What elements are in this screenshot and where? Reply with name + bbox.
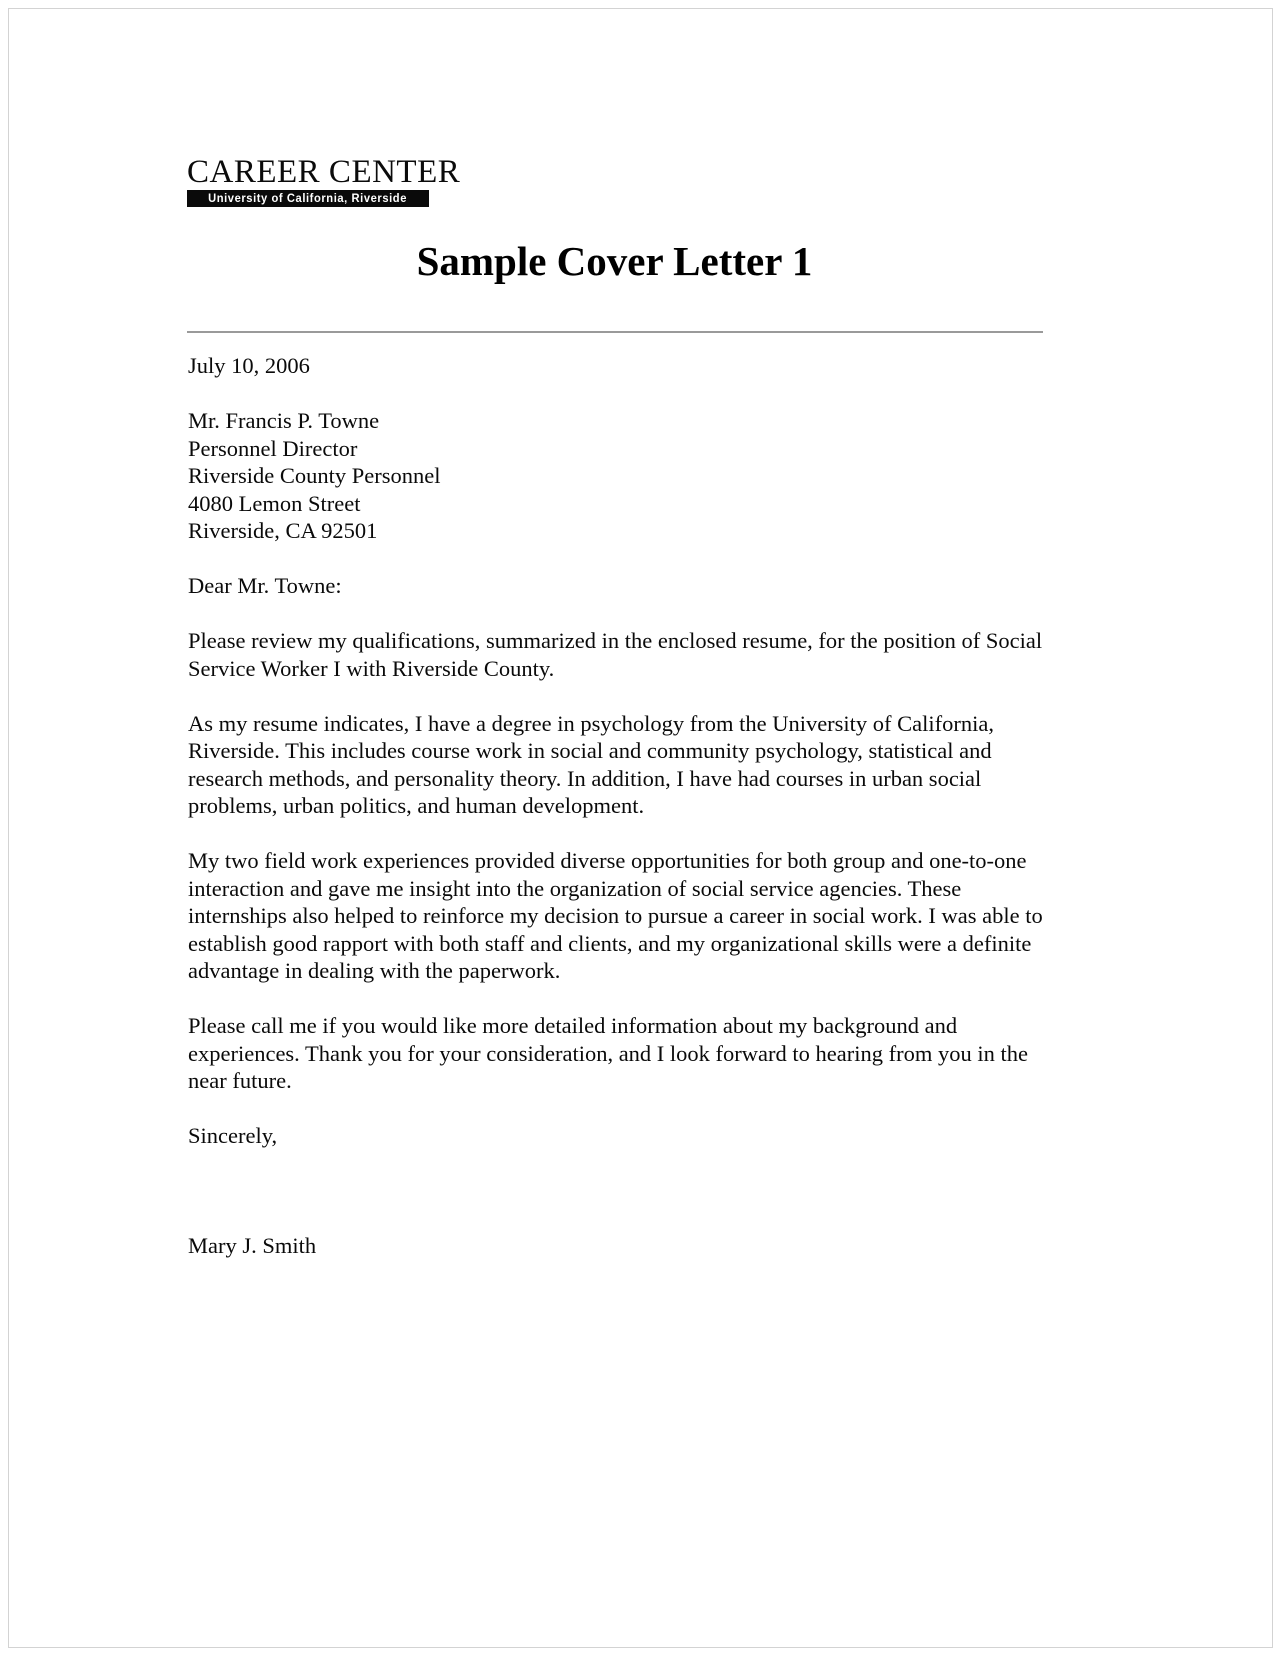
letter-paragraph: Please review my qualifications, summarized in the enclosed resume, for the position of Social Service Worker I with Riverside County. — [188, 628, 1043, 681]
letter-paragraph: As my resume indicates, I have a degree in psychology from the University of California, Riverside. This includes course work in social and community psychology, statistical and research methods, and personality theory. In addition, I have had courses in urban social problems, urban politics, and human development. — [188, 710, 995, 818]
spacer-after-date — [188, 380, 1046, 408]
letter-closing: Sincerely, — [188, 1123, 278, 1148]
letter-salutation: Dear Mr. Towne: — [188, 573, 342, 598]
letter-paragraph: My two field work experiences provided diverse opportunities for both group and one-to-one interaction and gave me insight into the organization of social service agencies. These internships also helped to reinforce my decision to pursue a career in social work. I was able to establish good rapport with both staff and clients, and my organizational skills were a definite advantage in dealing with the paperwork. — [188, 848, 1043, 983]
logo-subtitle-bar — [187, 190, 429, 207]
letter-body — [188, 347, 1046, 1259]
logo-wordmark: CAREER CENTER — [187, 154, 461, 190]
career-center-logo — [187, 154, 461, 207]
spacer-before-closing — [188, 1095, 1046, 1123]
spacer-after-address — [188, 545, 1046, 573]
spacer-after-salutation — [188, 600, 1046, 628]
spacer-between-paragraphs — [188, 985, 1046, 1013]
title-divider — [187, 331, 1043, 333]
document-page — [8, 8, 1273, 1648]
spacer-between-paragraphs — [188, 820, 1046, 848]
page-title: Sample Cover Letter 1 — [416, 238, 813, 284]
address-line: 4080 Lemon Street — [188, 490, 361, 516]
address-line: Mr. Francis P. Towne — [188, 408, 380, 433]
address-line: Riverside, CA 92501 — [188, 518, 378, 543]
signer-name: Mary J. Smith — [188, 1232, 317, 1258]
recipient-address-block — [188, 407, 1046, 545]
letter-paragraph: Please call me if you would like more detailed information about my background and experiences. Thank you for your consideration, and I look forward to hearing from you in the near future. — [188, 1013, 1028, 1093]
letter-date: July 10, 2006 — [188, 353, 310, 378]
logo-subtitle-text: University of California, Riverside — [208, 192, 408, 205]
address-line: Personnel Director — [188, 435, 358, 461]
signature-space — [188, 1150, 1046, 1232]
spacer-between-paragraphs — [188, 682, 1046, 710]
address-line: Riverside County Personnel — [188, 463, 441, 488]
